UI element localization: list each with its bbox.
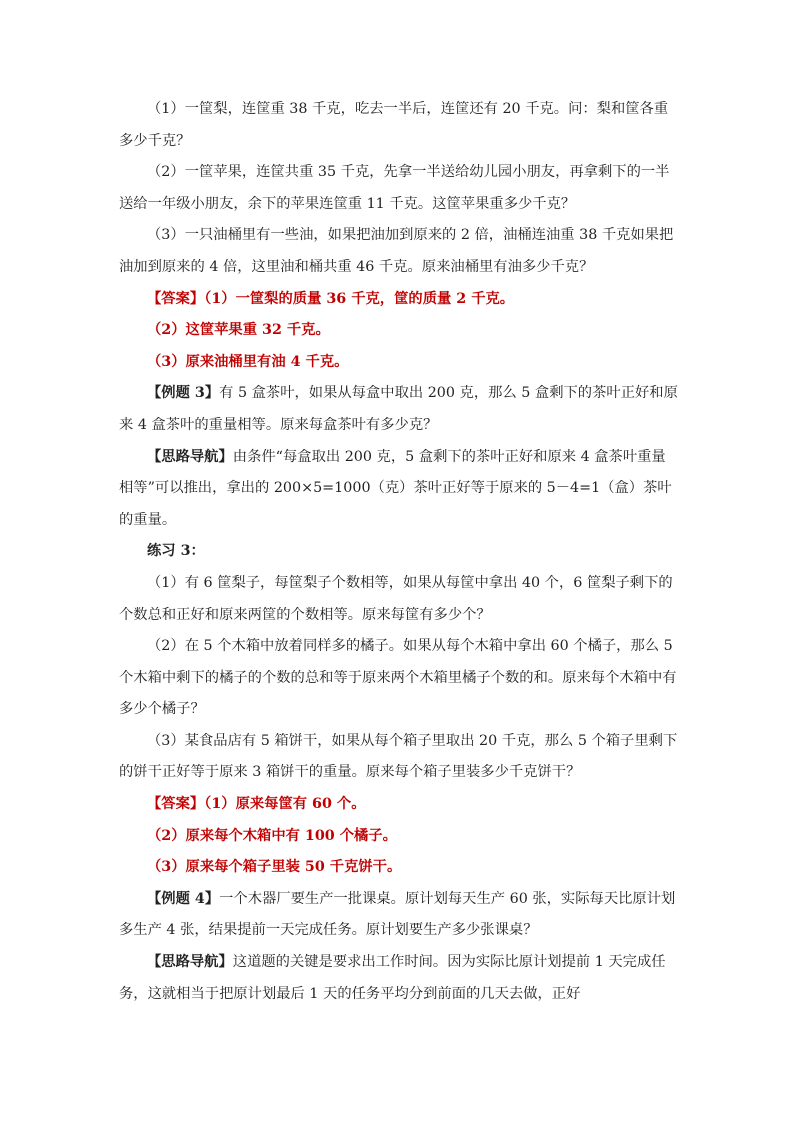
section-label: 【例题 4】: [147, 890, 220, 907]
question-paragraph: （3）一只油桶里有一些油，如果把油加到原来的 2 倍，油桶连油重 38 千克如果把油加到原来的 4 倍，这里油和桶共重 46 千克。原来油桶里有油多少千克？: [119, 227, 674, 275]
section-label: 【例题 3】: [147, 385, 220, 402]
answer-text: （3）原来每个箱子里装 50 千克饼干。: [147, 859, 402, 876]
answer-text: （3）原来油桶里有油 4 千克。: [147, 353, 349, 370]
document-content: [119, 94, 679, 1010]
question-paragraph: （1）有 6 筐梨子，每筐梨子个数相等，如果从每筐中拿出 40 个，6 筐梨子剩下的个数总和正好和原来两筐的个数相等。原来每筐有多少个？: [119, 574, 673, 623]
answer-text: （1）一筐梨的质量 36 千克，筐的质量 2 千克。: [204, 290, 515, 307]
answer-line: [119, 284, 679, 316]
question-paragraph: （1）一筐梨，连筐重 38 千克，吃去一半后，连筐还有 20 千克。问：梨和筐各重多少千克？: [119, 101, 669, 149]
paragraph-text: 一个木器厂要生产一批课桌。原计划每天生产 60 张，实际每天比原计划多生产 4 张，结果提前一天完成任务。原计划要生产多少张课桌？: [119, 890, 676, 939]
labeled-paragraph: [119, 947, 679, 1010]
answer-line: [119, 315, 679, 347]
practice-heading: 练习 3：: [147, 543, 205, 560]
answer-text: （1）原来每筐有 60 个。: [204, 796, 366, 813]
answer-line: [119, 821, 679, 853]
labeled-paragraph: [119, 442, 679, 537]
paragraph-text: 由条件“每盒取出 200 克，5 盒剩下的茶叶正好和原来 4 盒茶叶重量相等”可以推出，拿出的 200×5=1000（克）茶叶正好等于原来的 5－4=1（盒）茶叶的重量。: [119, 448, 672, 528]
answer-line: [119, 347, 679, 379]
section-label: 【思路导航】: [147, 954, 233, 971]
question-paragraph: （2）在 5 个木箱中放着同样多的橘子。如果从每个木箱中拿出 60 个橘子，那么 5 个木箱中剩下的橘子的个数的总和等于原来两个木箱里橘子个数的和。原来每个木箱中有多少个橘子？: [119, 638, 677, 718]
answer-line: [119, 852, 679, 884]
answer-text: （2）原来每个木箱中有 100 个橘子。: [147, 827, 397, 844]
paragraph-text: 这道题的关键是要求出工作时间。因为实际比原计划提前 1 天完成任务，这就相当于把原计划最后 1 天的任务平均分到前面的几天去做，正好: [119, 954, 666, 1002]
question-paragraph: （3）某食品店有 5 箱饼干，如果从每个箱子里取出 20 千克，那么 5 个箱子里剩下的饼干正好等于原来 3 箱饼干的重量。原来每个箱子里装多少千克饼干？: [119, 732, 678, 781]
answer-line: [119, 789, 679, 821]
answer-label: 【答案】: [147, 290, 205, 307]
answer-text: （2）这筐苹果重 32 千克。: [147, 322, 330, 339]
labeled-paragraph: [119, 378, 679, 441]
labeled-paragraph: [119, 884, 679, 947]
paragraph-text: 有 5 盒茶叶，如果从每盒中取出 200 克，那么 5 盒剩下的茶叶正好和原来 4 盒茶叶的重量相等。原来每盒茶叶有多少克？: [119, 385, 678, 433]
section-label: 【思路导航】: [147, 448, 233, 465]
question-paragraph: （2）一筐苹果，连筐共重 35 千克，先拿一半送给幼儿园小朋友，再拿剩下的一半送给一年级小朋友，余下的苹果连筐重 11 千克。这筐苹果重多少千克？: [119, 164, 670, 212]
answer-label: 【答案】: [147, 796, 205, 813]
